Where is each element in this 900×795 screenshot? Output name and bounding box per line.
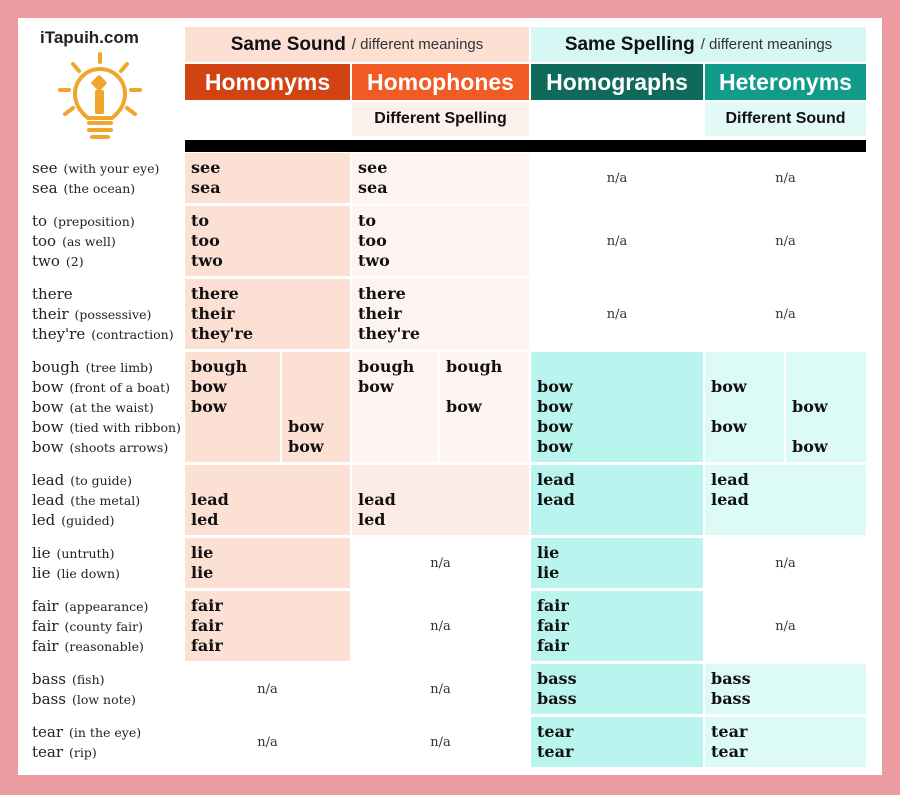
- card: [18, 18, 882, 775]
- homophones-cell: there their they're: [352, 279, 529, 349]
- row-labels: bass (fish) bass (low note): [32, 670, 136, 708]
- na-cell: n/a: [257, 681, 278, 697]
- site-name: iTapuih.com: [40, 28, 139, 47]
- na-cell: n/a: [257, 734, 278, 750]
- homophones-cell: lead led: [352, 465, 529, 535]
- homonyms-cell: to too two: [185, 206, 350, 276]
- row-labels: lie (untruth) lie (lie down): [32, 544, 120, 582]
- na-cell: n/a: [430, 618, 451, 634]
- row-labels: to (preposition) too (as well) two (2): [32, 212, 135, 270]
- na-cell: n/a: [775, 233, 796, 249]
- homonyms-cell: see sea: [185, 153, 350, 203]
- homonyms-cell: lead led: [185, 465, 350, 535]
- na-cell: n/a: [606, 306, 628, 322]
- homonyms-cell: there their they're: [185, 279, 350, 349]
- row-labels: there their (possessive) they're (contraction): [32, 285, 174, 343]
- na-cell: n/a: [775, 170, 796, 186]
- same-sound-header: [185, 27, 529, 62]
- na-cell: n/a: [430, 681, 451, 697]
- homographs-cell: tear tear: [531, 717, 703, 767]
- na-cell: n/a: [430, 555, 451, 571]
- heteronyms-cell-b: bow bow: [786, 352, 866, 462]
- same-sound-subtitle: / different meanings: [351, 36, 484, 53]
- homographs-cell: lead lead: [531, 465, 703, 535]
- na-cell: n/a: [775, 306, 796, 322]
- na-cell: n/a: [606, 170, 628, 186]
- homographs-cell: fair fair fair: [531, 591, 703, 661]
- lightbulb-logo-icon: [48, 50, 158, 145]
- homographs-cell: bow bow bow bow: [531, 352, 703, 462]
- homophones-cell: see sea: [352, 153, 529, 203]
- same-sound-title: Same Sound: [230, 33, 346, 55]
- na-cell: n/a: [606, 233, 628, 249]
- homophones-cell: to too two: [352, 206, 529, 276]
- row-labels: fair (appearance) fair (county fair) fair (reasonable): [32, 597, 149, 655]
- homophones-cell-b: bough bow: [440, 352, 529, 462]
- heteronyms-cell: tear tear: [705, 717, 866, 767]
- row-labels: lead (to guide) lead (the metal) led (guided): [32, 471, 141, 529]
- row-labels: see (with your eye) sea (the ocean): [32, 159, 160, 197]
- homonyms-cell-b: bow bow: [282, 352, 350, 462]
- homonyms-cell: fair fair fair: [185, 591, 350, 661]
- na-cell: n/a: [775, 555, 796, 571]
- homophones-cell-a: bough bow: [352, 352, 438, 462]
- homonyms-header: Homonyms: [185, 64, 350, 100]
- homographs-cell: lie lie: [531, 538, 703, 588]
- same-spelling-header: [531, 27, 866, 62]
- row-labels: tear (in the eye) tear (rip): [32, 723, 142, 761]
- homophones-note: Different Spelling: [352, 102, 529, 136]
- heteronyms-note: Different Sound: [705, 102, 866, 136]
- heteronyms-cell-a: bow bow: [705, 352, 784, 462]
- heteronyms-header: Heteronyms: [705, 64, 866, 100]
- row-labels: bough (tree limb) bow (front of a boat) bow (at the waist) bow (tied with ribbon) bow (shoots arrows): [32, 358, 181, 456]
- na-cell: n/a: [430, 734, 451, 750]
- header-divider: [185, 140, 866, 152]
- heteronyms-cell: lead lead: [705, 465, 866, 535]
- homophones-header: Homophones: [352, 64, 529, 100]
- same-spelling-title: Same Spelling: [564, 33, 695, 55]
- homographs-cell: bass bass: [531, 664, 703, 714]
- na-cell: n/a: [775, 618, 796, 634]
- homonyms-cell-a: bough bow bow: [185, 352, 280, 462]
- same-spelling-subtitle: / different meanings: [700, 36, 833, 53]
- heteronyms-cell: bass bass: [705, 664, 866, 714]
- homonyms-cell: lie lie: [185, 538, 350, 588]
- homographs-header: Homographs: [531, 64, 703, 100]
